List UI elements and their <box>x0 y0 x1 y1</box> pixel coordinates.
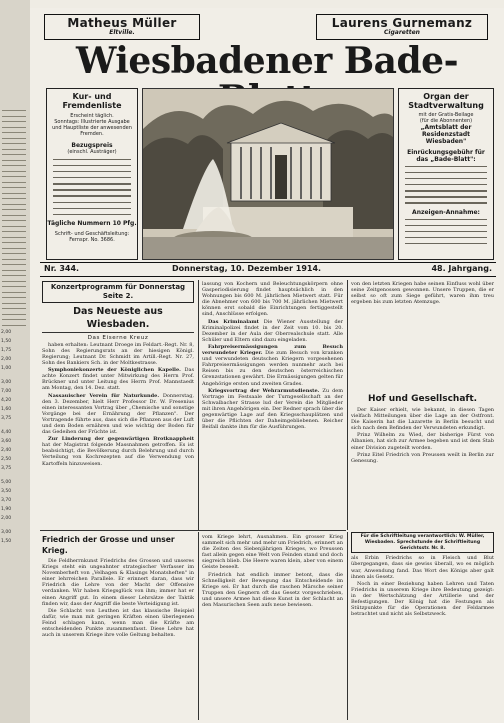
friedrich-text4: Noch in einer Beziehung haben Lehren und Taten Friedrichs in unserem Kriege ihre Bedeutung gezeigt: in der Wertschätzung der Artillerie und der Befestigungen. Der König hat die Festungen als Stützpunkte für die Operationen der Feldarmee betrachtet und nicht als Selbstzweck. <box>351 580 494 618</box>
edge-text-line <box>2 275 26 276</box>
left-info-box <box>46 88 138 260</box>
edge-value: 2,00 <box>1 330 12 335</box>
edge-text-line <box>2 143 26 144</box>
left-box-price-head: Bezugspreis <box>71 142 113 149</box>
edge-text-line <box>2 248 26 249</box>
dateline <box>40 262 496 277</box>
section-rule <box>40 530 346 531</box>
edge-value: 7,00 <box>1 389 12 394</box>
friedrich-heading: Friedrich der Grosse und unser Krieg. <box>42 535 175 555</box>
left-box-line1: Erscheint täglich. <box>70 113 114 119</box>
friedrich-text3: vom Kriege lehrt, Ausnahmen. Ein grosser Krieg sammelt sich mehr und mehr um Friedrich, erinnert an die Zeiten des Siebenjährigen Krieges, wo Preussen fast allein gegen eine Welt von Feinden stand und doch siegreich blieb. Die Heere waren klein, aber von einem Geiste beseelt. <box>202 534 343 571</box>
edge-text-line <box>2 121 26 122</box>
edge-text-line <box>2 292 26 293</box>
edge-text-line <box>2 259 26 260</box>
kurhaus-drawing <box>143 89 394 260</box>
left-box-line3: und Hauptliste der anwesenden Fremden. <box>52 125 132 137</box>
edge-text-line <box>2 231 26 232</box>
left-box-price-note: Tägliche Nummern 10 Pfg. <box>47 219 137 227</box>
sub-eisernes-kreuz: Das Eiserne Kreuz <box>87 334 149 341</box>
left-box-title1: Kur- und <box>72 92 112 101</box>
kurhaus-illustration <box>142 88 394 260</box>
issue-number: Nr. 344. <box>44 264 80 273</box>
editor-notice: Für die Schriftleitung verantwortlich: W. Müller, Wiesbaden. Sprechstunde der Schriftleitung Gerichtsstr. Nr. 8. <box>351 532 494 553</box>
column-2 <box>202 281 343 529</box>
left-box-contact: Schrift- und Geschäftsleitung: Fernspr. No. 3686. <box>54 230 130 243</box>
right-info-box <box>398 88 494 260</box>
ad-right-sub: Cigaretten <box>384 29 420 36</box>
edge-value: 4,20 <box>1 398 12 403</box>
edge-text-line <box>2 116 26 117</box>
right-box-ann-head: Anzeigen-Annahme: <box>412 208 480 216</box>
hof-text-block <box>351 407 494 529</box>
edge-text-line <box>2 319 26 320</box>
right-box-sub1: mit der Gratis-Beilage <box>418 112 474 118</box>
right-box-sub2: (für die Abonnenten) <box>419 118 473 124</box>
price-table <box>53 159 131 215</box>
sub-brotknappheit: Zur Linderung der gegenwärtigen Brotknappheit <box>48 436 194 443</box>
issue-date: Donnerstag, 10. Dezember 1914. <box>172 264 322 273</box>
text-kriegsvortrag: Zu dem Vortrage im Festsaale der Turngesellschaft an der Schwalbacher Strasse lud der Verein die Mitglieder mit ihren Angehörigen ein. Der Redner sprach über die gegenwärtige Lage auf den Kriegsschauplätzen und über die Pflichten der Daheimgebliebenen. Reicher Beifall dankte ihm für die Ausführungen. <box>202 387 343 431</box>
column-3-upper <box>351 281 494 530</box>
neueste-heading: Das Neueste aus Wiesbaden. <box>73 306 163 330</box>
edge-text-line <box>2 110 26 111</box>
ad-matheus-mueller <box>44 14 200 40</box>
hof-text2: Prinz Wilhelm zu Wied, der bisherige Fürst von Albanien, hat sich zur Armee begeben und ist dem Stab einer Division zugeteilt worden. <box>351 432 494 451</box>
right-box-sub3: „Amtsblatt der Residenzstadt Wiesbaden" <box>420 124 472 145</box>
edge-text-line <box>2 215 26 216</box>
konzert-line2: Seite 2. <box>102 292 134 300</box>
right-box-title2: Stadtverwaltung <box>408 101 484 110</box>
edge-text-line <box>2 138 26 139</box>
edge-value: 4,40 <box>1 430 12 435</box>
konzert-line1: Konzertprogramm für Donnerstag <box>50 283 186 291</box>
edge-text-line <box>2 264 26 265</box>
friedrich-text5: Friedrich hat endlich immer betont, dass die Schnelligkeit der Bewegung das Entscheidende im Kriege sei. Er hat durch die raschen Märsche seiner Truppen den Gegnern oft das Gesetz vorgeschrieben, und unsere Armee hat diese Kunst in der Schlacht an den Masurischen Seen aufs neue bewiesen. <box>202 571 343 609</box>
edge-text-line <box>2 193 26 194</box>
edge-value: 3,00 <box>1 530 12 535</box>
heading-underline <box>42 332 194 333</box>
edge-value: 1,60 <box>1 407 12 412</box>
ad-laurens-gurnemanz <box>316 14 488 40</box>
insertion-rates <box>405 166 487 204</box>
edge-text-line <box>2 281 26 282</box>
edge-value: 1,50 <box>1 339 12 344</box>
edge-text-line <box>2 209 26 210</box>
friedrich-text1: Die Feldherrnkunst Friedrichs des Grossen und unseres Kriegs steht ein ungeahnter strategischer Verfasser im Novemberheft von „Velhagen & Klasings Monatsheften" in einer lehrreichen Parallele. Er erinnert daran, dass wir Friedrich die Lehre von der Macht der Offensive verdanken. Wir haben Kriegsglück von ihm; immer hat er einen Angriff gut. In einem dieser Lehrsätze der Taktik finden wir, dass der Angriff die beste Verteidigung ist. <box>42 558 194 607</box>
edge-text-line <box>2 226 26 227</box>
edge-text-line <box>2 303 26 304</box>
edge-value: 1,50 <box>1 539 12 544</box>
edge-text-line <box>2 237 26 238</box>
edge-value: 2,00 <box>1 516 12 521</box>
edge-value: 1,00 <box>1 366 12 371</box>
edge-text-line <box>2 253 26 254</box>
edge-value: 3,50 <box>1 489 12 494</box>
edge-value: 2,50 <box>1 457 12 462</box>
edge-text-line <box>2 160 26 161</box>
edge-text-line <box>2 286 26 287</box>
ad-right-name: Laurens Gurnemanz <box>331 16 473 30</box>
left-box-line2: Sonntags: Illustrierte Ausgabe <box>54 119 130 125</box>
edge-value: 1,90 <box>1 507 12 512</box>
column-1 <box>42 281 194 529</box>
friedrich-text-col1 <box>42 558 194 720</box>
friedrich-text2: Die Schlacht von Leuthen ist das klassische Beispiel dafür, wie man mit geringen Kräften einen überlegenen Feind schlagen kann, wenn man die Kräfte am entscheidenden Punkte zusammenfasst. Diese Lehre hat auch in unserem Kriege ihre volle Geltung behalten. <box>42 607 194 639</box>
edge-value: 3,75 <box>1 416 12 421</box>
left-box-price-sub: (einschl. Austräger) <box>67 149 117 155</box>
ad-left-sub: Eltville. <box>109 29 135 36</box>
lower-right-text <box>351 555 494 720</box>
hof-text4: als Erbin Friedrichs so in Fleisch und Blut übergegangen, dass sie gewiss überall, wo es möglich war, Anwendung fand. Das Wort des Königs aber galt ihnen als Gesetz. <box>351 555 494 580</box>
text-fahrpreis: Die zum Besuch von kranken und verwundeten deutschen Kriegern vorgesehenen Fahrpreisermässigungen werden nunmehr auch bei Reisen bis zu den deutschen österreichischen Grenzstationen gewährt. Die Ermässigungen gelten für Angehörige ersten und zweiten Grades. <box>202 350 343 387</box>
edge-text-line <box>2 242 26 243</box>
edge-text-line <box>2 176 26 177</box>
right-box-title1: Organ der <box>423 92 469 101</box>
edge-text-line <box>2 154 26 155</box>
edge-text-line <box>2 314 26 315</box>
edge-text-line <box>2 325 26 326</box>
announcement-details <box>405 219 487 245</box>
edge-value: 3,60 <box>1 439 12 444</box>
neueste-text-col1 <box>42 335 194 529</box>
sub-kriminalamt: Das Kriminalamt <box>208 318 259 325</box>
friedrich-section <box>42 534 194 720</box>
newspaper-page <box>30 8 504 723</box>
edge-text-line <box>2 204 26 205</box>
sub-symphonie: Symphoniekonzerte der Königlichen Kapelle. <box>48 367 181 374</box>
edge-text-line <box>2 198 26 199</box>
edge-text-line <box>2 297 26 298</box>
hof-heading: Hof und Gesellschaft. <box>367 394 478 404</box>
hof-text-top: von den letzten Kriegen habe seinen Einfluss wohl über seine Zeitgenossen gewonnen. Unsere Truppen, die er selbst so oft zum Siege geführt, waren ihm treu ergeben bis zum letzten Atemzuge. <box>351 281 494 306</box>
hof-text1: Der Kaiser erhielt, wie bekannt, in diesen Tagen vielfach Mitteilungen über die Lage an der Ostfront. Die Kaiserin hat die Lazarette in Berlin besucht und sich nach dem Befinden der Verwundeten erkundigt. <box>351 407 494 432</box>
edge-value: 2,40 <box>1 448 12 453</box>
text-naturkunde: Donnerstag, den 3. Dezember, hielt Herr Professor Dr. W. Fresenius einen interessanten Vortrag über „Chemische und sonstige Vorgänge bei der Ernährung der Pflanzen". Der Vortragende führte aus, dass sich die Pflanzen aus der Luft und dem Boden ernähren und wie wichtig der Boden für das Gedeihen der Früchte ist. <box>42 392 194 436</box>
column-rule-2 <box>347 280 348 530</box>
column-rule-4 <box>347 532 348 720</box>
masthead-title: Wiesbadener Bade- <box>75 40 459 82</box>
column-rule-3 <box>198 532 199 720</box>
edge-text-line <box>2 220 26 221</box>
column-3-lower <box>351 532 494 720</box>
edge-value: 2,00 <box>1 357 12 362</box>
edge-text-line <box>2 187 26 188</box>
left-box-title2: Fremdenliste <box>62 101 122 110</box>
edge-text-line <box>2 132 26 133</box>
column-rule-1 <box>198 280 199 530</box>
text-symphonie: Das achte Konzert findet unter Mitwirkung des Herrn Prof. Brückner und unter Leitung des Herrn Prof. Mannstaedt am Montag, den 14. Dez. statt. <box>42 367 194 392</box>
friedrich-text-col2 <box>202 534 343 720</box>
hof-text3: Prinz Eitel Friedrich von Preussen weilt in Berlin zur Genesung. <box>351 451 494 464</box>
sub-fahrpreis: Fahrpreisermässigungen zum Besuch verwundeter Krieger. <box>202 343 343 357</box>
page-edge-strip <box>0 0 30 723</box>
edge-text-line <box>2 127 26 128</box>
edge-value: 1,75 <box>1 348 12 353</box>
text-kriminalamt: Die Wiener Ausstellung der Kriminalpolizei findet in der Zeit vom 10. bis 20. Dezember in der Aula der Oberrealschule statt. Alle Schüler und Eltern sind dazu eingeladen. <box>202 318 343 343</box>
sub-naturkunde: Nassauischer Verein für Naturkunde. <box>48 392 160 399</box>
edge-text-line <box>2 308 26 309</box>
konzert-box <box>42 281 194 303</box>
edge-text-line <box>2 171 26 172</box>
edge-value: 3,75 <box>1 466 12 471</box>
edge-value: 3,00 <box>1 380 12 385</box>
edge-text-line <box>2 270 26 271</box>
ad-left-name: Matheus Müller <box>67 16 177 30</box>
edge-text-line <box>2 182 26 183</box>
edge-value: 3,70 <box>1 498 12 503</box>
right-box-ins-title: das „Bade-Blatt": <box>416 156 476 163</box>
text-eisernes-kreuz: haben erhalten: Leutnant Droege im Feldart.-Regt. Nr. 8, Sohn des Regierungsrats an der hiesigen Königl. Regierung; Leutnant Dr. Schmidt im Artill.-Regt. Nr. 27, Sohn des Bankiers Sch. in der Moltkestrasse. <box>42 341 194 367</box>
right-box-ins-head: Einrückungsgebühr für <box>407 149 485 156</box>
sub-kriegsvortrag: Kriegsvortrag der Wehrarmutsdienste. <box>208 387 320 394</box>
text-brotknappheit: hat der Magistrat folgende Massnahmen getroffen. Es ist beabsichtigt, die Bevölkerung durch Belehrung und durch Verteilung von Kochrezepten auf die Verwendung von Kartoffeln hinzuweisen. <box>42 442 194 467</box>
edge-value: 5,00 <box>1 480 12 485</box>
edge-text-line <box>2 165 26 166</box>
text-gas: lassung von Kochern und Beleuchtungskörpern ohne Gasperiodisierung findet hauptsächlich in den Wohnungen bis 600 M. jährlichen Mietwert statt. Für die Abnehmer von 600 bis 700 M. jährlichen Mietwert können erst sobald die Einrichtungen fertiggestellt sind, Anschlüsse erfolgen. <box>202 281 343 318</box>
edge-text-line <box>2 149 26 150</box>
issue-year: 48. Jahrgang. <box>431 264 492 273</box>
